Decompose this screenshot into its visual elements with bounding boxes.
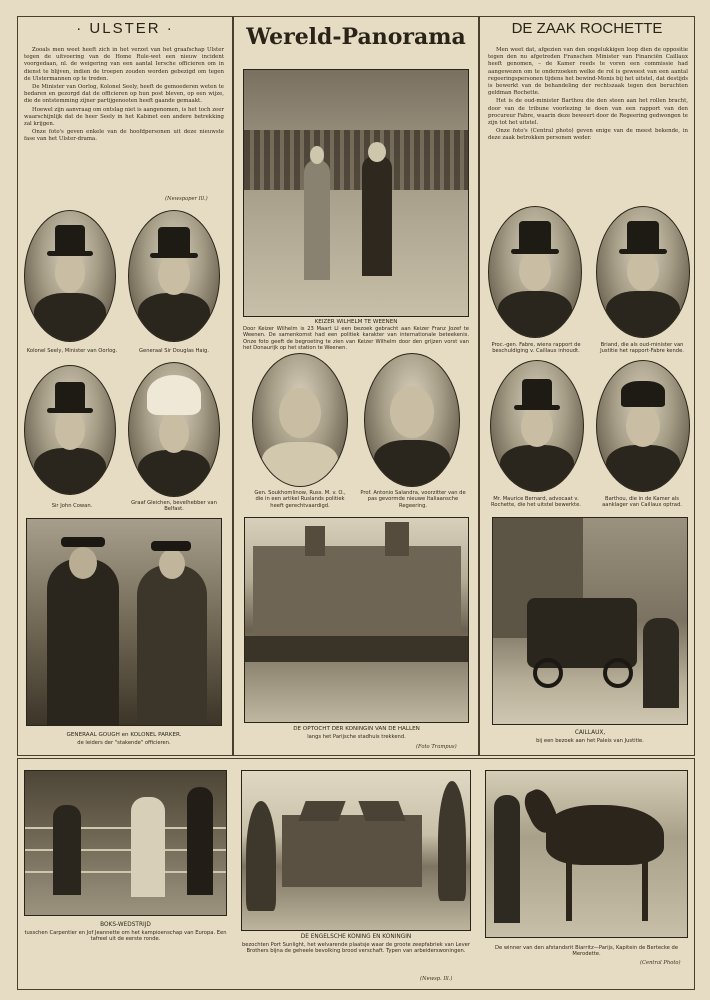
photo-kaiser-wilhelm	[243, 69, 469, 317]
portrait-haig	[128, 210, 220, 342]
portrait-seely	[24, 210, 116, 342]
caption-caillaux-title: CAILLAUX,	[574, 730, 606, 736]
ulster-article	[24, 47, 224, 145]
caption-horse-text: De winner van den afstandsrit Biarritz—Parijs, Kapitein de Bertecke de Merodette.	[494, 945, 679, 958]
photo-halles-procession	[244, 517, 469, 723]
ulster-paragraph: Onze foto's geven enkele van de hoofdpersonen uit deze nieuwste fase van het Ulster-drama.	[24, 129, 224, 143]
horse-source: (Central Photo)	[640, 960, 681, 966]
caption-boxing-text: tusschen Carpentier en Jof Jeannette om het kampioenschap van Europa. Een tafreel uit de eerste ronde.	[24, 930, 227, 943]
caption-king-title: DE ENGELSCHE KONING EN KONINGIN	[300, 934, 412, 940]
page-title: Wereld-Panorama	[246, 24, 466, 50]
photo-port-sunlight	[241, 770, 471, 931]
rochette-paragraph: Onze foto's (Central photo) geven enige van de meest bekende, in deze zaak betrokken personen weder.	[488, 128, 688, 142]
caption-barthou: Barthou, die in de Kamer als aanklager van Caillaux optrad.	[602, 496, 682, 509]
caption-briand: Briand, die als oud-minister van Justitie het rapport-Fabre kende.	[600, 342, 684, 355]
halles-source: (Foto Trampus)	[416, 744, 457, 750]
caption-haig: Generaal Sir Douglas Haig.	[139, 348, 209, 354]
caption-halles-sub: langs het Parijsche stadhuis trekkend.	[307, 734, 406, 740]
portrait-soukhomlinow	[252, 353, 348, 487]
caption-kaiser-text: Door Keizer Wilhelm is 23 Maart LI een bezoek gebracht aan Keizer Franz Jozef te Weenen. De samenkomst had een politiek karakter van internationale beteekenis. Onze foto geeft de begroeting te zien van Keizer Wilhelm door den grijzen vorst van het Donaurijk op het station te Weenen.	[243, 326, 469, 352]
caption-gough-parker-title: GENERAAL GOUGH en KOLONEL PARKER.	[66, 732, 182, 738]
caption-seely: Kolonel Seely, Minister van Oorlog.	[26, 348, 118, 354]
caption-halles-title: DE OPTOCHT DER KONINGIN VAN DE HALLEN	[293, 726, 420, 732]
photo-caillaux	[492, 517, 688, 725]
portrait-bernard	[490, 360, 584, 492]
portrait-cowan	[24, 365, 116, 495]
ulster-paragraph: Hoewel zijn aanvraag om ontslag niet is aangenomen, is het toch zeer waarschijnlijk dat de heer Seely in het Kabinet een andere betrekking zal krijgen.	[24, 106, 224, 128]
caption-fabre: Proc.-gen. Fabre, wiens rapport de beschuldiging v. Caillaux inhoudt.	[491, 342, 581, 355]
portrait-gleichen	[128, 362, 220, 497]
rochette-title: DE ZAAK ROCHETTE	[511, 20, 663, 37]
photo-gough-parker	[26, 518, 222, 726]
king-source: (Newsp. Ill.)	[420, 976, 453, 982]
caption-gleichen: Graaf Gleichen, bevelhebber van Belfast.	[131, 500, 217, 513]
caption-king-text: bezochten Port Sunlight, het welvarende plaatsje waar de groote zeepfabriek van Lever Brothers bijna de geheele bevolking brood verschaft. Typen van arbeiderswoningen.	[241, 942, 471, 955]
caption-caillaux-sub: bij een bezoek aan het Paleis van Justitie.	[536, 738, 644, 744]
rochette-paragraph: Men weet dat, afgezien van den ongelukkigen loop dien de oppositie tegen den nu afgetreden Franschen Minister van Financiën Caillaux heeft genomen, – de Kamer reeds te voren een commissie had aangewezen om te onderzoeken welke de rol is geweest van een aantal regeeringspersonen tijdens het bewind-Monis bij het uitstel, dat destijds is bewerkt van de behandeling der rechtszaak tegen den beruchten geldman Rochette.	[488, 47, 688, 97]
caption-salandra: Prof. Antonio Salandra, voorzitter van de pas gevormde nieuwe Italiaansche Regeering.	[360, 490, 466, 509]
caption-soukhomlinow: Gen. Soukhomlinow, Russ. M. v. O., die in een artikel Ruslands politiek heeft gerechtvaardigd.	[254, 490, 346, 509]
portrait-barthou	[596, 360, 690, 492]
rochette-article	[488, 47, 688, 144]
photo-horse-winner	[485, 770, 688, 938]
caption-boxing-title: BOKS-WEDSTRIJD	[100, 922, 151, 928]
caption-gough-parker-sub: de leiders der "stakende" officieren.	[77, 740, 171, 746]
caption-kaiser-title: KEIZER WILHELM TE WEENEN	[314, 319, 398, 325]
ulster-title: · ULSTER ·	[76, 20, 174, 37]
ulster-paragraph: Zooals men weet heeft zich in het verzet van het graafschap Ulster tegen de uitvoering van de Home Rule-wet een nieuw incident voorgedaan, nl. de weigering van een aantal Iersche officieren om in dienst te blijven, indien de troepen zouden worden gebezigd om tegen de Ulstermannen op te treden.	[24, 47, 224, 82]
caption-bernard: Mr. Maurice Bernard, advocaat v. Rochette, die het uitstel bewerkte.	[491, 496, 581, 509]
ulster-source: (Newspaper Ill.)	[165, 196, 208, 202]
photo-boxing-match	[24, 770, 227, 916]
ulster-paragraph: De Minister van Oorlog, Kolonel Seely, heeft de gemoederen weten te bedaren en gezorgd dat de officieren op hun post bleven, op een wijze, die de ontstemming zijner partijgenooten heeft gaande gemaakt.	[24, 84, 224, 105]
portrait-fabre	[488, 206, 582, 338]
rochette-paragraph: Het is de oud-minister Barthou die den steen aan het rollen bracht, door van de tribune voorlezing te doen van een rapport van den procureur Fabre, waarin deze beweert door de Regeering gedwongen te zijn tot het uitstel.	[488, 98, 688, 127]
portrait-briand	[596, 206, 690, 338]
caption-cowan: Sir John Cowan.	[51, 503, 93, 509]
portrait-salandra	[364, 353, 460, 487]
